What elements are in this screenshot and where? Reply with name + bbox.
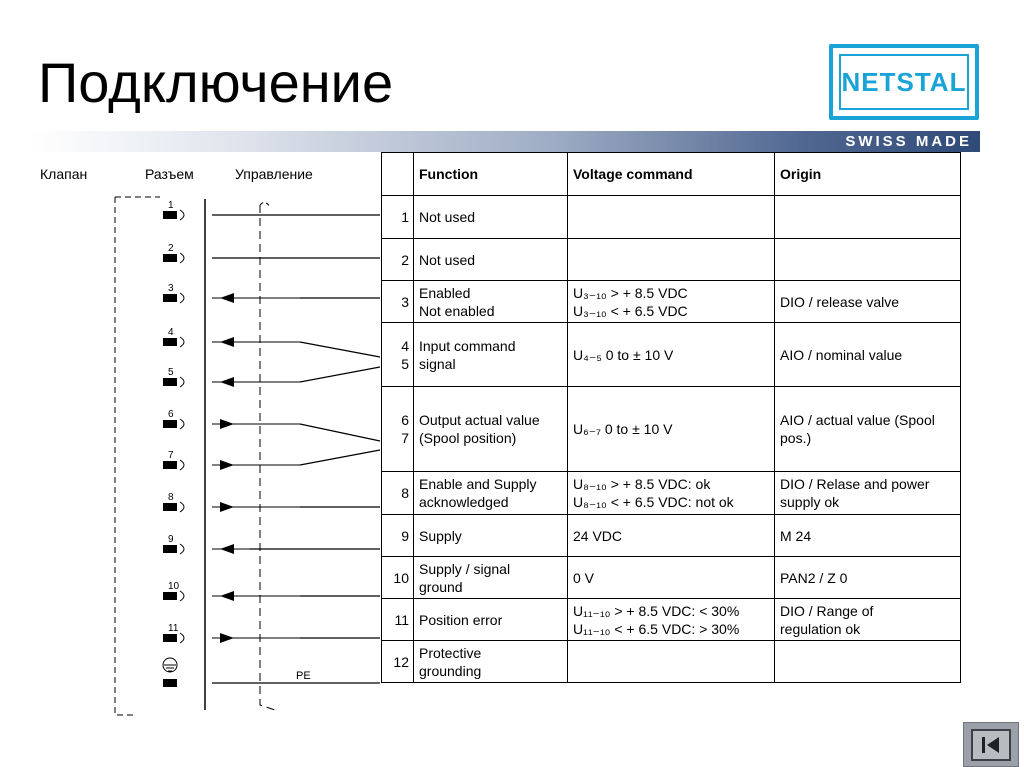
label-control: Управление [235,166,313,182]
cell-origin: M 24 [775,515,961,557]
cell-function: Output actual value (Spool position) [414,387,568,472]
connector-pin [163,283,300,303]
table-row [382,281,961,323]
header-voltage: Voltage command [568,153,775,196]
pin-number: 8 [168,492,174,503]
cell-origin [775,641,961,683]
cell-origin [775,239,961,281]
pin-number: 9 [168,534,174,545]
cell-pin: 9 [382,515,414,557]
pe-label: PE [296,670,311,682]
cell-pin: 11 [382,599,414,641]
cell-pin: 4 5 [382,323,414,387]
swiss-made-tagline: SWISS MADE [845,133,972,150]
cell-voltage: U₄₋₅ 0 to ± 10 V [568,323,775,387]
control-boundary [260,205,275,710]
wiring-diagram [100,185,400,725]
cell-function: Not used [414,239,568,281]
pin-number: 3 [168,283,174,294]
cell-origin: AIO / actual value (Spool pos.) [775,387,961,472]
cell-pin: 6 7 [382,387,414,472]
cell-function: Enabled Not enabled [414,281,568,323]
cell-origin: PAN2 / Z 0 [775,557,961,599]
pin-function-table [381,152,961,683]
connector-pin [163,492,300,512]
table-row [382,239,961,281]
cell-function: Supply [414,515,568,557]
cell-voltage: U₆₋₇ 0 to ± 10 V [568,387,775,472]
pin-number: 1 [168,200,174,211]
page-title: Подключение [38,51,394,114]
cell-voltage [568,239,775,281]
cell-voltage: 24 VDC [568,515,775,557]
cell-origin: DIO / Relase and power supply ok [775,472,961,515]
cell-origin: DIO / release valve [775,281,961,323]
table-row [382,196,961,239]
cell-pin: 10 [382,557,414,599]
netstal-logo [829,44,979,120]
cell-voltage: 0 V [568,557,775,599]
connector-pin [163,534,300,554]
cell-function: Supply / signal ground [414,557,568,599]
cell-origin: DIO / Range of regulation ok [775,599,961,641]
connector-pins [163,200,300,687]
pin-number: 10 [168,581,180,592]
cell-voltage: U₃₋₁₀ > + 8.5 VDC U₃₋₁₀ < + 6.5 VDC [568,281,775,323]
connector-pin [163,200,184,220]
cell-function: Protective grounding [414,641,568,683]
cell-function: Not used [414,196,568,239]
connector-pin [163,367,300,387]
cell-pin: 2 [382,239,414,281]
cell-pin: 3 [382,281,414,323]
table-row [382,599,961,641]
label-connector: Разъем [145,166,194,182]
table-row [382,515,961,557]
connector-pin [163,409,300,429]
table-row [382,387,961,472]
table-header-row [382,153,961,196]
cell-voltage: U₈₋₁₀ > + 8.5 VDC: ok U₈₋₁₀ < + 6.5 VDC: not ok [568,472,775,515]
connector-pin [163,581,300,601]
header-pin [382,153,414,196]
table-row [382,641,961,683]
cell-pin: 1 [382,196,414,239]
label-valve: Клапан [40,166,88,182]
header-function: Function [414,153,568,196]
pin-number: 5 [168,367,174,378]
first-slide-button[interactable] [963,722,1019,767]
pin-number: 7 [168,450,174,461]
connector-pin [163,623,300,643]
logo-frame [839,54,969,110]
cell-function: Input command signal [414,323,568,387]
pin-number: 2 [168,243,174,254]
cell-pin: 8 [382,472,414,515]
cell-origin [775,196,961,239]
connector-pin [163,327,300,347]
connector-pin [163,243,184,263]
valve-boundary [115,197,135,715]
header-origin: Origin [775,153,961,196]
table-body [382,196,961,683]
pin-number: 11 [168,623,179,634]
cell-voltage [568,641,775,683]
cell-voltage: U₁₁₋₁₀ > + 8.5 VDC: < 30% U₁₁₋₁₀ < + 6.5 VDC: > 30% [568,599,775,641]
first-slide-icon [971,729,1011,761]
cell-origin: AIO / nominal value [775,323,961,387]
cell-function: Position error [414,599,568,641]
cell-function: Enable and Supply acknowledged [414,472,568,515]
connection-lines [212,215,380,683]
cell-pin: 12 [382,641,414,683]
table-row [382,323,961,387]
table-row [382,557,961,599]
pin-number: 6 [168,409,174,420]
header-banner [30,131,980,152]
table-row [382,472,961,515]
cell-voltage [568,196,775,239]
logo-text: NETSTAL [841,66,967,97]
pin-number: 4 [168,327,174,338]
connector-pin [163,450,300,470]
ground-icon [163,658,177,687]
